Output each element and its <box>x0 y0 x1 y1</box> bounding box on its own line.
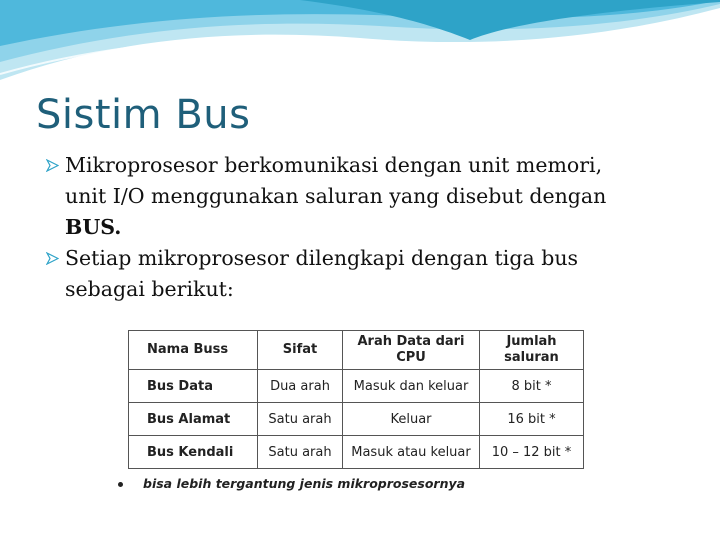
bullet-text-continued: unit I/O menggunakan saluran yang disebut dengan <box>65 184 607 208</box>
table-cell: Bus Data <box>129 370 258 403</box>
footnote-text: bisa lebih tergantung jenis mikroprosesornya <box>143 476 466 491</box>
column-header: Sifat <box>258 331 343 370</box>
bullet-text-continued: sebagai berikut: <box>65 277 234 301</box>
table-cell: Dua arah <box>258 370 343 403</box>
table-cell: 16 bit * <box>480 403 584 436</box>
table-row <box>129 403 584 436</box>
bullet-icon <box>46 159 59 172</box>
slide-title: Sistim Bus <box>36 92 251 138</box>
table-cell: Bus Alamat <box>129 403 258 436</box>
table-cell: Satu arah <box>258 436 343 469</box>
bullet-text: Mikroprosesor berkomunikasi dengan unit memori, <box>65 153 603 177</box>
bus-table-image <box>128 330 588 498</box>
footnote-bullet-icon <box>118 482 123 487</box>
bullet-item <box>46 243 686 274</box>
header-wave-decoration <box>0 0 720 90</box>
column-header: Arah Data dari CPU <box>343 331 480 370</box>
table-cell: Keluar <box>343 403 480 436</box>
bullet-icon <box>46 252 59 265</box>
table-cell: 8 bit * <box>480 370 584 403</box>
table-header-row <box>129 331 584 370</box>
bullet-text: Setiap mikroprosesor dilengkapi dengan tiga bus <box>65 246 579 270</box>
bullet-text-continued: BUS. <box>65 215 122 239</box>
table-row <box>129 436 584 469</box>
bus-table <box>128 330 584 469</box>
table-footnote <box>118 476 465 491</box>
column-header: Nama Buss <box>129 331 258 370</box>
table-row <box>129 370 584 403</box>
table-cell: Masuk atau keluar <box>343 436 480 469</box>
table-cell: Masuk dan keluar <box>343 370 480 403</box>
bullet-item <box>46 150 686 181</box>
table-cell: Satu arah <box>258 403 343 436</box>
column-header: Jumlah saluran <box>480 331 584 370</box>
table-cell: Bus Kendali <box>129 436 258 469</box>
slide-body <box>46 150 686 305</box>
table-cell: 10 – 12 bit * <box>480 436 584 469</box>
